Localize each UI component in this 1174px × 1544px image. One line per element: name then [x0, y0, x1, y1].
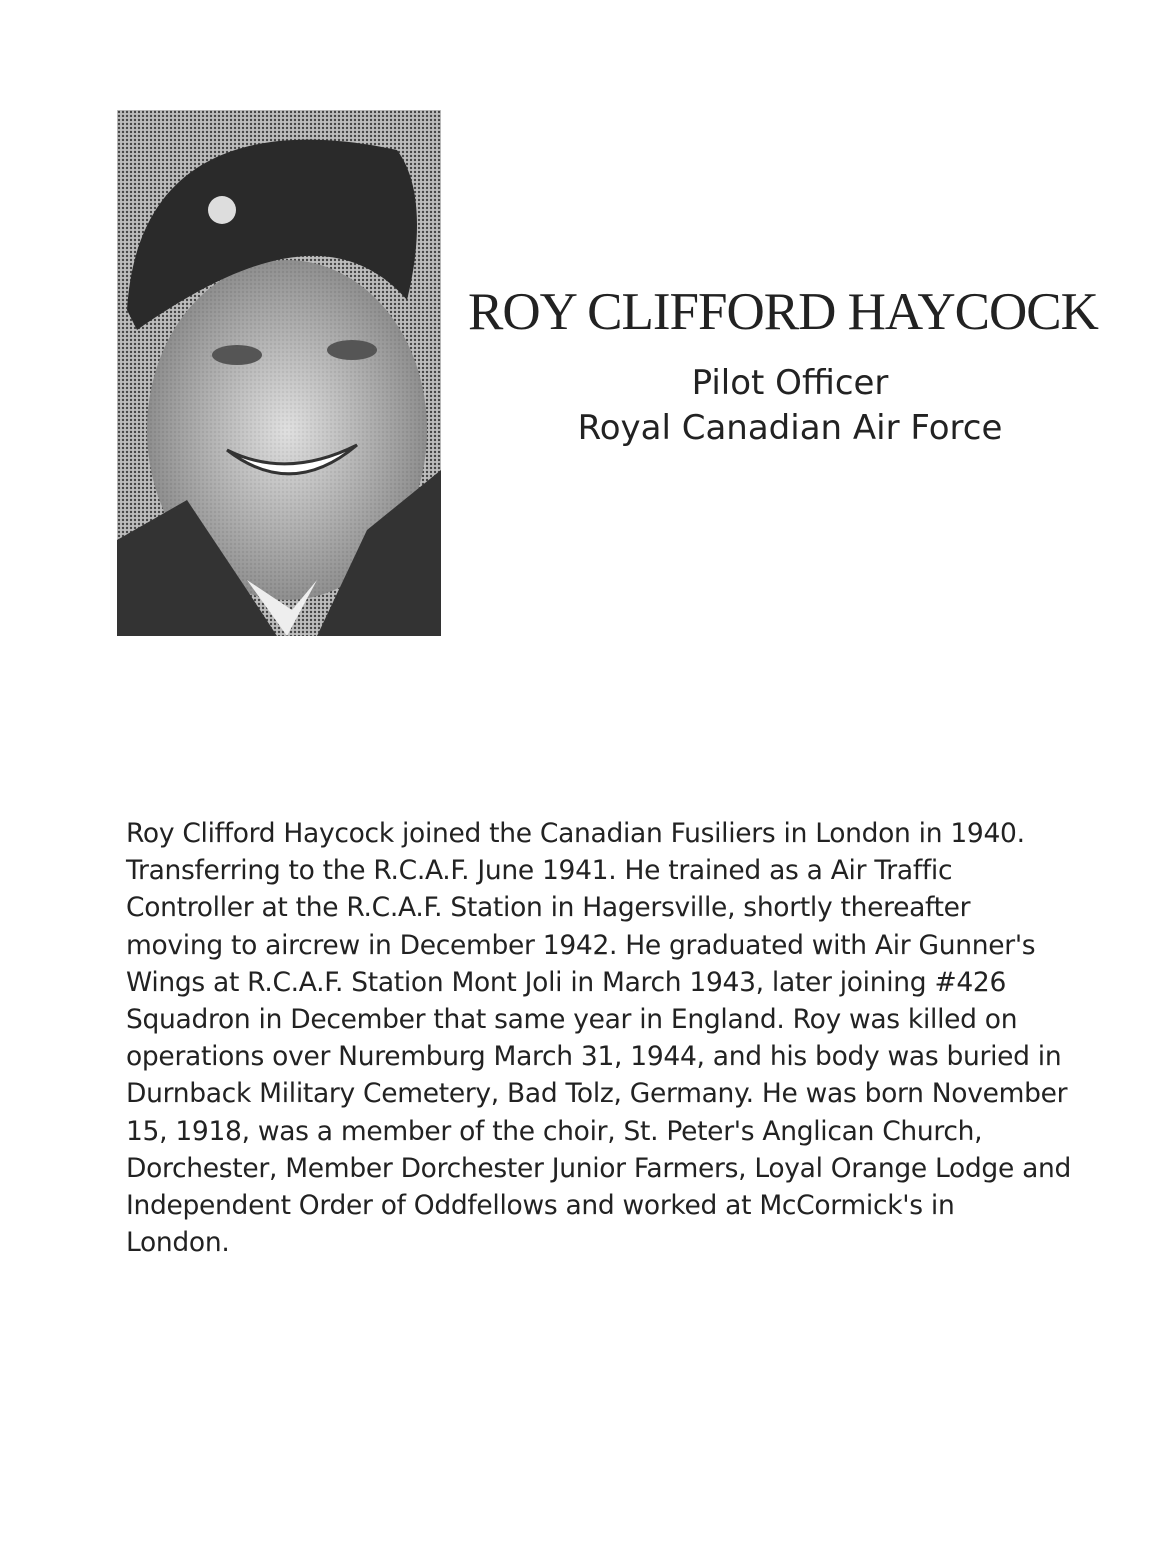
- portrait-photo: [117, 110, 441, 636]
- rank: Pilot Officer: [691, 363, 889, 403]
- biography-line: Dorchester, Member Dorchester Junior Farmers, Loyal Orange Lodge and: [126, 1152, 1072, 1184]
- service-branch: Royal Canadian Air Force: [577, 408, 1003, 448]
- biography-line: moving to aircrew in December 1942. He graduated with Air Gunner's: [126, 929, 1036, 961]
- biography-line: Durnback Military Cemetery, Bad Tolz, Germany. He was born November: [126, 1078, 1068, 1110]
- portrait-photo-icon: [117, 110, 441, 636]
- biography-line: operations over Nuremburg March 31, 1944, and his body was buried in: [126, 1041, 1062, 1073]
- biography-line: Independent Order of Oddfellows and worked at McCormick's in: [126, 1189, 955, 1221]
- person-name: ROY CLIFFORD HAYCOCK: [468, 283, 1098, 341]
- biography-line: Roy Clifford Haycock joined the Canadian Fusiliers in London in 1940.: [126, 818, 1025, 849]
- biography: [126, 815, 1146, 1261]
- biography-line: Squadron in December that same year in England. Roy was killed on: [126, 1003, 1018, 1035]
- biography-line: London.: [126, 1227, 230, 1259]
- biography-line: 15, 1918, was a member of the choir, St. Peter's Anglican Church,: [126, 1115, 983, 1147]
- biography-line: Transferring to the R.C.A.F. June 1941. He trained as a Air Traffic: [126, 855, 953, 887]
- biography-line: Wings at R.C.A.F. Station Mont Joli in March 1943, later joining #426: [126, 966, 1007, 998]
- biography-line: Controller at the R.C.A.F. Station in Hagersville, shortly thereafter: [126, 892, 971, 924]
